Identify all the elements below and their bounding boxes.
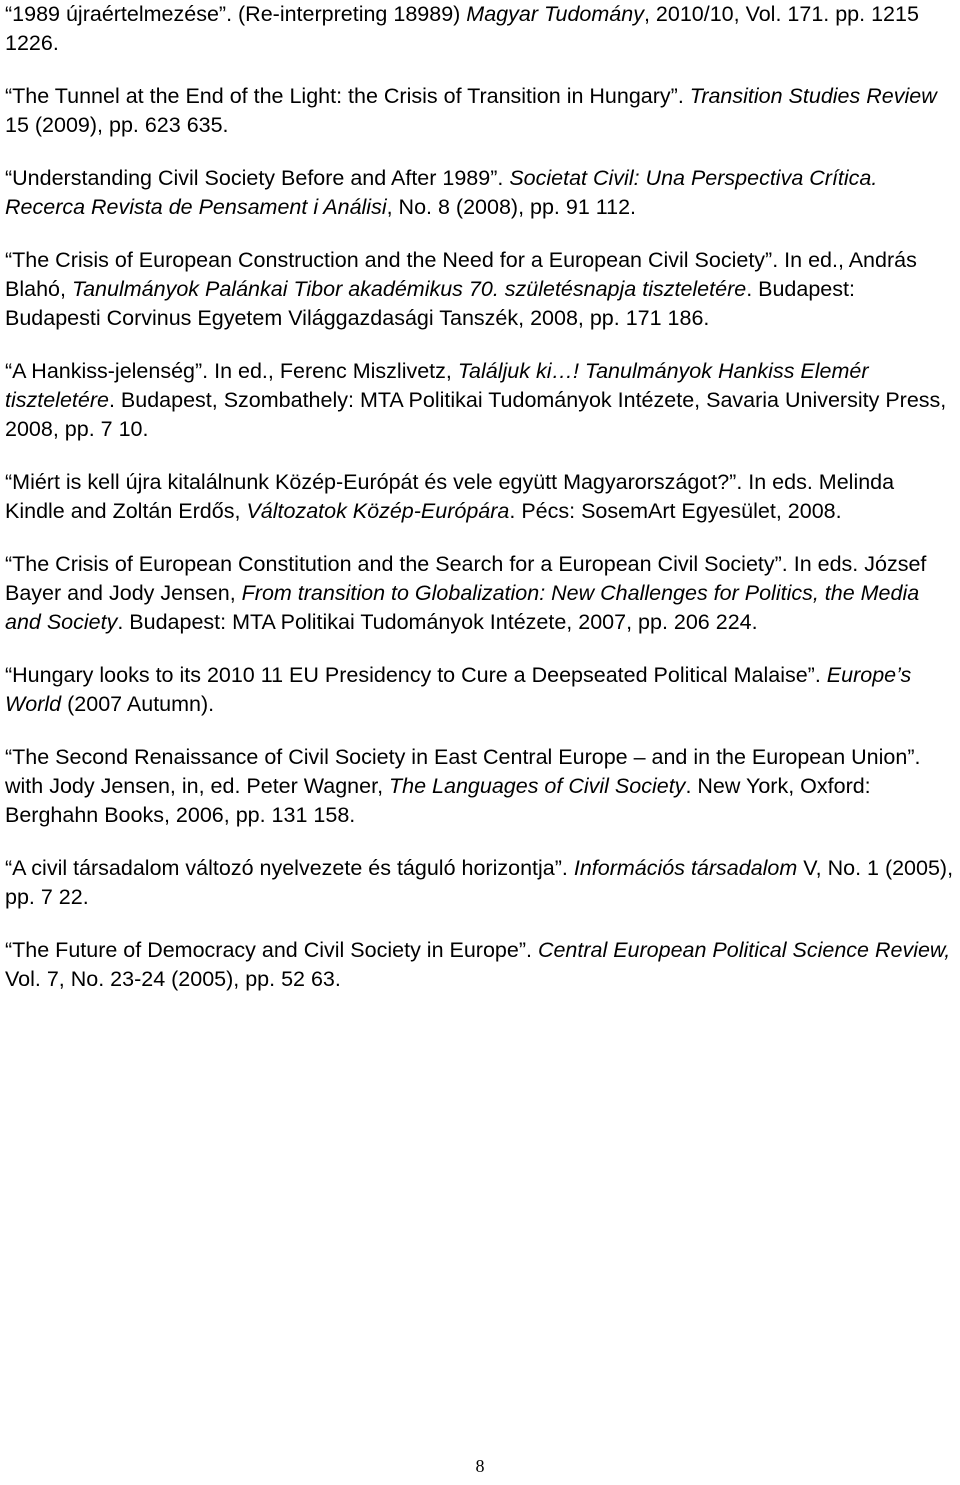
reference-entry	[5, 164, 955, 222]
reference-italic-text: Europe’s World	[5, 663, 912, 716]
reference-entry	[5, 0, 955, 58]
reference-entry	[5, 468, 955, 526]
reference-entry	[5, 743, 955, 830]
reference-italic-text: The Languages of Civil Society	[389, 774, 686, 798]
reference-text: , 2010/10, Vol. 171. pp. 1215 1226.	[5, 2, 919, 55]
reference-entry	[5, 550, 955, 637]
reference-italic-text: Central European Political Science Review,	[537, 938, 951, 962]
reference-text: “Understanding Civil Society Before and After 1989”.	[5, 166, 510, 190]
reference-list	[5, 0, 955, 1018]
reference-text: “The Crisis of European Constitution and the Search for a European Civil Society”. In eds. József Bayer and Jody Jensen,	[5, 552, 927, 605]
reference-text: . Pécs: SosemArt Egyesület, 2008.	[509, 499, 842, 523]
reference-italic-text: Magyar Tudomány	[466, 2, 644, 26]
reference-italic-text: Információs társadalom	[573, 856, 798, 880]
reference-text: . Budapest: MTA Politikai Tudományok Intézete, 2007, pp. 206 224.	[117, 610, 758, 634]
reference-italic-text: Tanulmányok Palánkai Tibor akadémikus 70. születésnapja tiszteletére	[71, 277, 747, 301]
reference-italic-text: Transition Studies Review	[689, 84, 937, 108]
reference-italic-text: From transition to Globalization: New Challenges for Politics, the Media and Society	[5, 581, 920, 634]
reference-text: “Miért is kell újra kitalálnunk Közép-Európát és vele együtt Magyarországot?”. In eds. Melinda Kindle and Zoltán Erdős,	[5, 470, 895, 523]
reference-text: Vol. 7, No. 23-24 (2005), pp. 52 63.	[5, 967, 341, 991]
reference-italic-text: Változatok Közép-Európára	[246, 499, 510, 523]
page-number: 8	[475, 1456, 485, 1476]
reference-text: “A Hankiss-jelenség”. In ed., Ferenc Miszlivetz,	[5, 359, 458, 383]
reference-text: . Budapest: Budapesti Corvinus Egyetem Világgazdasági Tanszék, 2008, pp. 171 186.	[5, 277, 855, 330]
reference-text: “Hungary looks to its 2010 11 EU Presidency to Cure a Deepseated Political Malaise”.	[5, 663, 827, 687]
reference-text: “The Second Renaissance of Civil Society in East Central Europe – and in the European Union”. with Jody Jensen, in, ed. Peter Wagner,	[5, 745, 921, 798]
reference-text: V, No. 1 (2005), pp. 7 22.	[5, 856, 954, 909]
reference-italic-text: Societat Civil: Una Perspectiva Crítica. Recerca Revista de Pensament i Análisi	[5, 166, 878, 219]
reference-text: “A civil társadalom változó nyelvezete és táguló horizontja”.	[5, 856, 574, 880]
reference-text: “The Future of Democracy and Civil Society in Europe”.	[5, 938, 538, 962]
reference-text: , No. 8 (2008), pp. 91 112.	[386, 195, 637, 219]
reference-entry	[5, 82, 955, 140]
reference-text: “The Crisis of European Construction and the Need for a European Civil Society”. In ed., András Blahó,	[5, 248, 917, 301]
reference-entry	[5, 936, 955, 994]
reference-entry	[5, 246, 955, 333]
reference-text: . New York, Oxford: Berghahn Books, 2006, pp. 131 158.	[5, 774, 871, 827]
reference-text: “1989 újraértelmezése”. (Re-interpreting 18989)	[5, 2, 467, 26]
reference-entry	[5, 854, 955, 912]
reference-text: . Budapest, Szombathely: MTA Politikai Tudományok Intézete, Savaria University Press, 2008, pp. 7 10.	[5, 388, 947, 441]
reference-text: (2007 Autumn).	[61, 692, 215, 716]
reference-italic-text: Találjuk ki…! Tanulmányok Hankiss Elemér tiszteletére	[5, 359, 869, 412]
reference-entry	[5, 661, 955, 719]
reference-entry	[5, 357, 955, 444]
reference-text: 15 (2009), pp. 623 635.	[5, 113, 229, 137]
reference-text: “The Tunnel at the End of the Light: the Crisis of Transition in Hungary”.	[5, 84, 690, 108]
